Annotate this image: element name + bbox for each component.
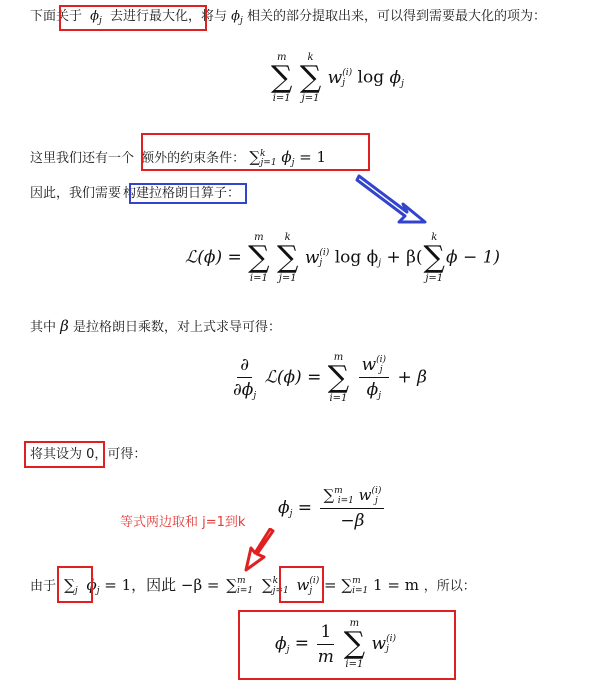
text-segment: 下面关于 (30, 9, 83, 24)
blue-arrow-icon (355, 172, 435, 234)
text-segment: ，所以： (423, 579, 476, 594)
sum-i: m ∑ i=1 (343, 618, 366, 670)
set-zero-text: 将其设为 0 (30, 447, 95, 462)
constraint-formula: ∑$^k_{j=1}$ $\phi_j = 1$ (249, 148, 327, 168)
text-segment: 其中 (30, 320, 57, 335)
highlight-box-set-zero (24, 441, 105, 468)
equation-lagrangian (185, 232, 500, 284)
sum-j: k ∑ j=1 (276, 232, 299, 284)
annotation-sum-over-j: 等式两边取和 j=1到k (120, 515, 246, 530)
phi-j-2: $\phi_j$ (231, 9, 243, 26)
lagrangian-lhs: ℒ(ϕ) = (185, 247, 242, 268)
lagrangian-symbol: ℒ(ϕ) = (264, 367, 322, 388)
text-segment: ，可得： (94, 447, 147, 462)
equation-objective (270, 52, 404, 104)
equation-phi-beta (278, 486, 387, 531)
equation-derivative (230, 352, 427, 404)
text-segment: 是拉格朗日乘数，对上式求导可得： (72, 320, 281, 335)
plus-beta: + β( (386, 247, 423, 268)
equals: = (294, 633, 310, 654)
highlight-box-constraint (141, 133, 370, 171)
w-ij: w (i) j (327, 67, 353, 88)
w-over-phi: w (i) j $\phi_j$ (359, 355, 389, 402)
sum-i: m ∑ i=1 (327, 352, 350, 404)
phi-j: $\phi_j$ (389, 67, 404, 89)
phi-fraction: ∑$^m_{i=1}$ w (i) j −β (320, 486, 384, 531)
one-over-m: $\frac{1}{m}$ (317, 621, 334, 667)
sum-i: m ∑ i=1 (271, 52, 293, 104)
sub-j: j (378, 258, 382, 269)
highlight-box-sum-j (57, 566, 93, 603)
highlight-box-maximize (59, 5, 207, 31)
text-segment: 由于 (30, 579, 57, 594)
highlight-box-lagrangian (129, 183, 247, 204)
text-segment: 相关的部分提取出来，可以得到需要最大化的项为： (246, 9, 546, 24)
phi-j: $\phi_j$ (90, 9, 102, 26)
phi-minus-one: ϕ − 1) (445, 247, 501, 268)
sum-j-constraint: k ∑ j=1 (423, 232, 445, 284)
w-ij: w (i) j (304, 247, 330, 268)
sum-i: m ∑ i=1 (248, 232, 270, 284)
constraint-text: 额外的约束条件： (141, 151, 246, 166)
log-op: log (357, 67, 385, 88)
equals: = (297, 498, 313, 518)
paragraph-4 (30, 317, 281, 337)
text-segment: 这里我们还有一个 (30, 151, 135, 166)
paragraph-6 (30, 576, 476, 600)
text-segment: ，将与 (187, 9, 227, 24)
text-segment: ： (227, 186, 241, 201)
lagrangian-text: 构建拉格朗日算子 (123, 186, 228, 201)
line6-formula: $\sum_j$ $\phi_j = 1$，因此 −β = ∑ m i=1 ∑ k j=1 w (i) j = ∑ m i=1 1 = m (64, 576, 419, 596)
equation-result (275, 618, 396, 670)
phi-j: $\phi_j$ (275, 633, 290, 655)
sum-j: k ∑ j=1 (299, 52, 322, 104)
phi-j: $\phi_j$ (278, 498, 293, 519)
text-segment: 因此，我们需要 (30, 186, 122, 201)
highlight-box-sum-k (279, 566, 324, 603)
log-phi: log ϕ (334, 247, 379, 268)
red-arrow-icon (243, 528, 279, 574)
partial-fraction: $\frac{\partial}{\partial\phi_j}$ (233, 355, 257, 401)
plus-beta: + β (397, 367, 427, 388)
beta-symbol: β (60, 317, 69, 335)
w-ij: w (i) j (371, 633, 396, 654)
maximize-text: 去进行最大化 (109, 9, 188, 24)
